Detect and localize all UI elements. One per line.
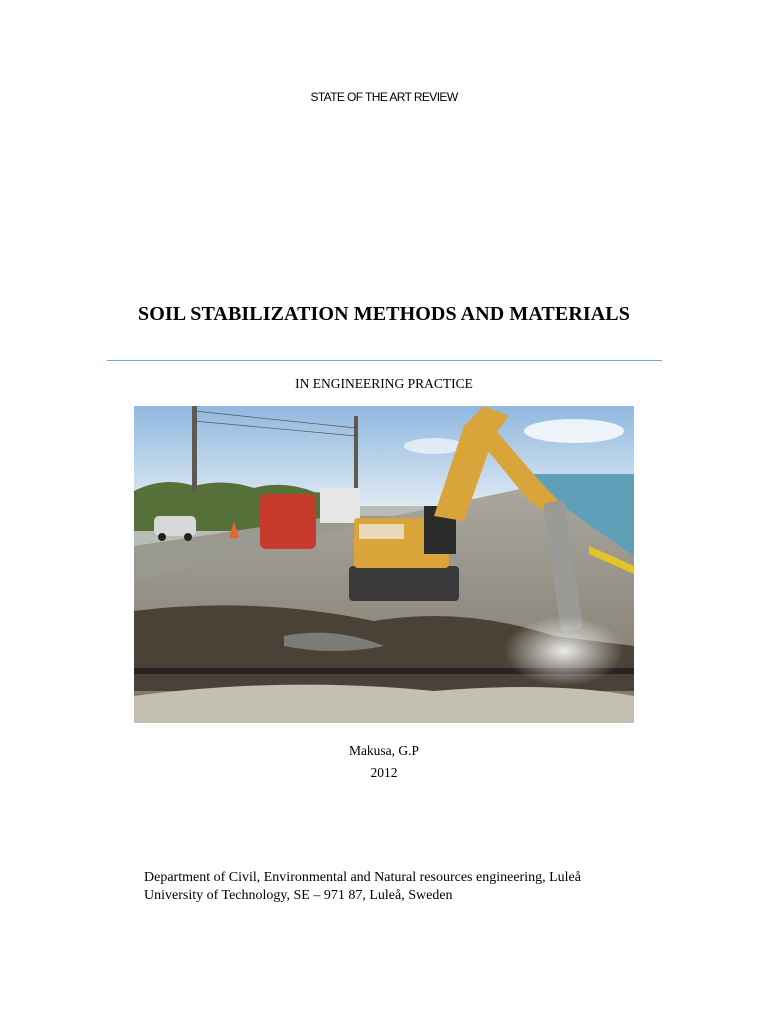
- tank-trailer: [320, 488, 360, 523]
- utility-pole: [354, 416, 358, 491]
- title-divider: [107, 360, 662, 361]
- publication-year: 2012: [370, 765, 398, 780]
- affiliation-line-1: Department of Civil, Environmental and Natural resources engineering, Luleå: [144, 870, 581, 885]
- author-name: Makusa, G.P: [348, 743, 420, 758]
- document-subtitle: IN ENGINEERING PRACTICE: [295, 376, 473, 391]
- car: [154, 516, 196, 536]
- utility-pole: [192, 406, 197, 491]
- affiliation: [144, 869, 644, 905]
- red-mixer-truck: [260, 494, 316, 549]
- document-title: SOIL STABILIZATION METHODS AND MATERIALS: [138, 303, 630, 325]
- dust-cloud: [504, 616, 624, 686]
- review-label: STATE OF THE ART REVIEW: [310, 90, 458, 104]
- cover-photo: [134, 406, 634, 723]
- affiliation-line-2: University of Technology, SE – 971 87, Luleå, Sweden: [144, 888, 453, 903]
- gravel: [134, 685, 634, 723]
- construction-site-illustration: [134, 406, 634, 723]
